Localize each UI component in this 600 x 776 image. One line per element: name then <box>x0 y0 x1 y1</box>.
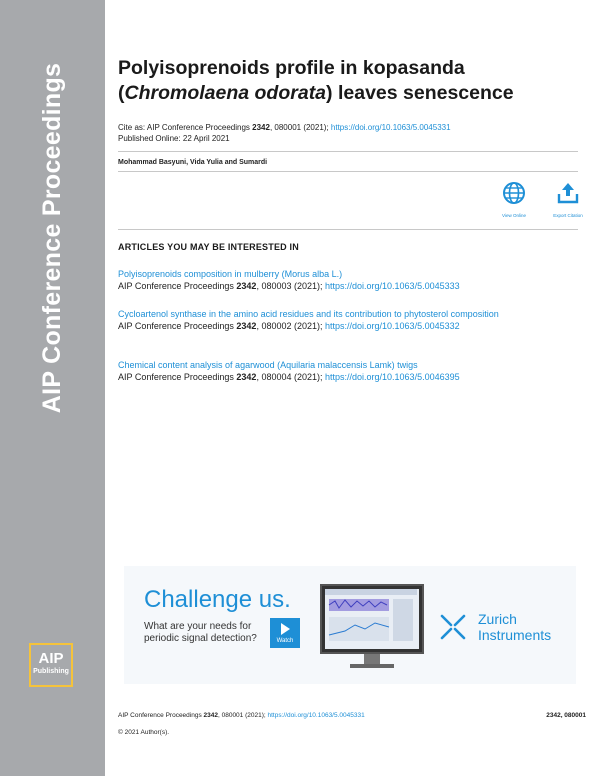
monitor-image <box>320 584 424 654</box>
journal-name: AIP Conference Proceedings <box>38 62 66 414</box>
related-article-source: AIP Conference Proceedings 2342, 080003 (2021); https://doi.org/10.1063/5.0045333 <box>118 281 460 291</box>
divider <box>118 171 578 172</box>
divider <box>118 151 578 152</box>
zurich-instruments-logo-icon <box>438 612 468 642</box>
authors: Mohammad Basyuni, Vida Yulia and Sumardi <box>118 159 268 166</box>
play-icon <box>278 622 292 636</box>
globe-icon <box>502 181 526 205</box>
title-line-1: Polyisoprenoids profile in kopasanda <box>118 57 465 79</box>
signal-plot-graphic <box>325 589 417 647</box>
watch-button[interactable] <box>270 618 300 648</box>
related-article-doi[interactable]: https://doi.org/10.1063/5.0045333 <box>325 281 460 291</box>
logo-text-bottom: Publishing <box>33 668 69 675</box>
footer-doi-link[interactable]: https://doi.org/10.1063/5.0045331 <box>267 712 365 719</box>
published-date: Published Online: 22 April 2021 <box>118 134 230 143</box>
footer-page-ref: 2342, 080001 <box>546 712 586 719</box>
related-article-doi[interactable]: https://doi.org/10.1063/5.0046395 <box>325 372 460 382</box>
advertisement-banner[interactable] <box>124 566 576 684</box>
sidebar <box>0 0 105 776</box>
related-article-title[interactable]: Polyisoprenoids composition in mulberry (Morus alba L.) <box>118 269 343 279</box>
logo-text-top: AIP <box>38 650 64 667</box>
export-icon <box>556 181 580 205</box>
article-title <box>118 56 568 106</box>
related-article-source: AIP Conference Proceedings 2342, 080002 (2021); https://doi.org/10.1063/5.0045332 <box>118 321 460 331</box>
view-online-label: View Online <box>502 213 526 218</box>
related-article-source: AIP Conference Proceedings 2342, 080004 (2021); https://doi.org/10.1063/5.0046395 <box>118 372 460 382</box>
view-online-button[interactable] <box>494 181 534 218</box>
export-citation-label: Export Citation <box>553 213 583 218</box>
ad-headline: Challenge us. <box>144 586 291 613</box>
monitor-base <box>350 664 394 668</box>
ad-question: What are your needs for periodic signal detection? <box>144 621 257 644</box>
copyright: © 2021 Author(s). <box>118 729 170 736</box>
species-name: Chromolaena odorata <box>124 82 327 104</box>
related-article[interactable] <box>118 308 578 332</box>
watch-label: Watch <box>276 638 294 644</box>
related-article[interactable] <box>118 359 578 383</box>
aip-publishing-logo[interactable] <box>29 643 73 687</box>
article-doi-link[interactable]: https://doi.org/10.1063/5.0045331 <box>330 123 451 132</box>
title-line-2: (Chromolaena odorata) leaves senescence <box>118 82 514 104</box>
related-article-title[interactable]: Chemical content analysis of agarwood (Aquilaria malaccensis Lamk) twigs <box>118 360 418 370</box>
zurich-instruments-brand: Zurich Instruments <box>478 611 552 643</box>
related-article[interactable] <box>118 268 578 292</box>
related-articles-heading: ARTICLES YOU MAY BE INTERESTED IN <box>118 242 299 252</box>
related-article-doi[interactable]: https://doi.org/10.1063/5.0045332 <box>325 321 460 331</box>
footer-citation: AIP Conference Proceedings 2342, 080001 (2021); https://doi.org/10.1063/5.0045331 <box>118 712 365 719</box>
divider <box>118 229 578 230</box>
citation: Cite as: AIP Conference Proceedings 2342, 080001 (2021); https://doi.org/10.1063/5.0045331 Published Online: 22 April 2021 <box>118 123 451 143</box>
export-citation-button[interactable] <box>548 181 588 218</box>
related-article-title[interactable]: Cycloartenol synthase in the amino acid residues and its contribution to phytosterol composition <box>118 309 499 319</box>
